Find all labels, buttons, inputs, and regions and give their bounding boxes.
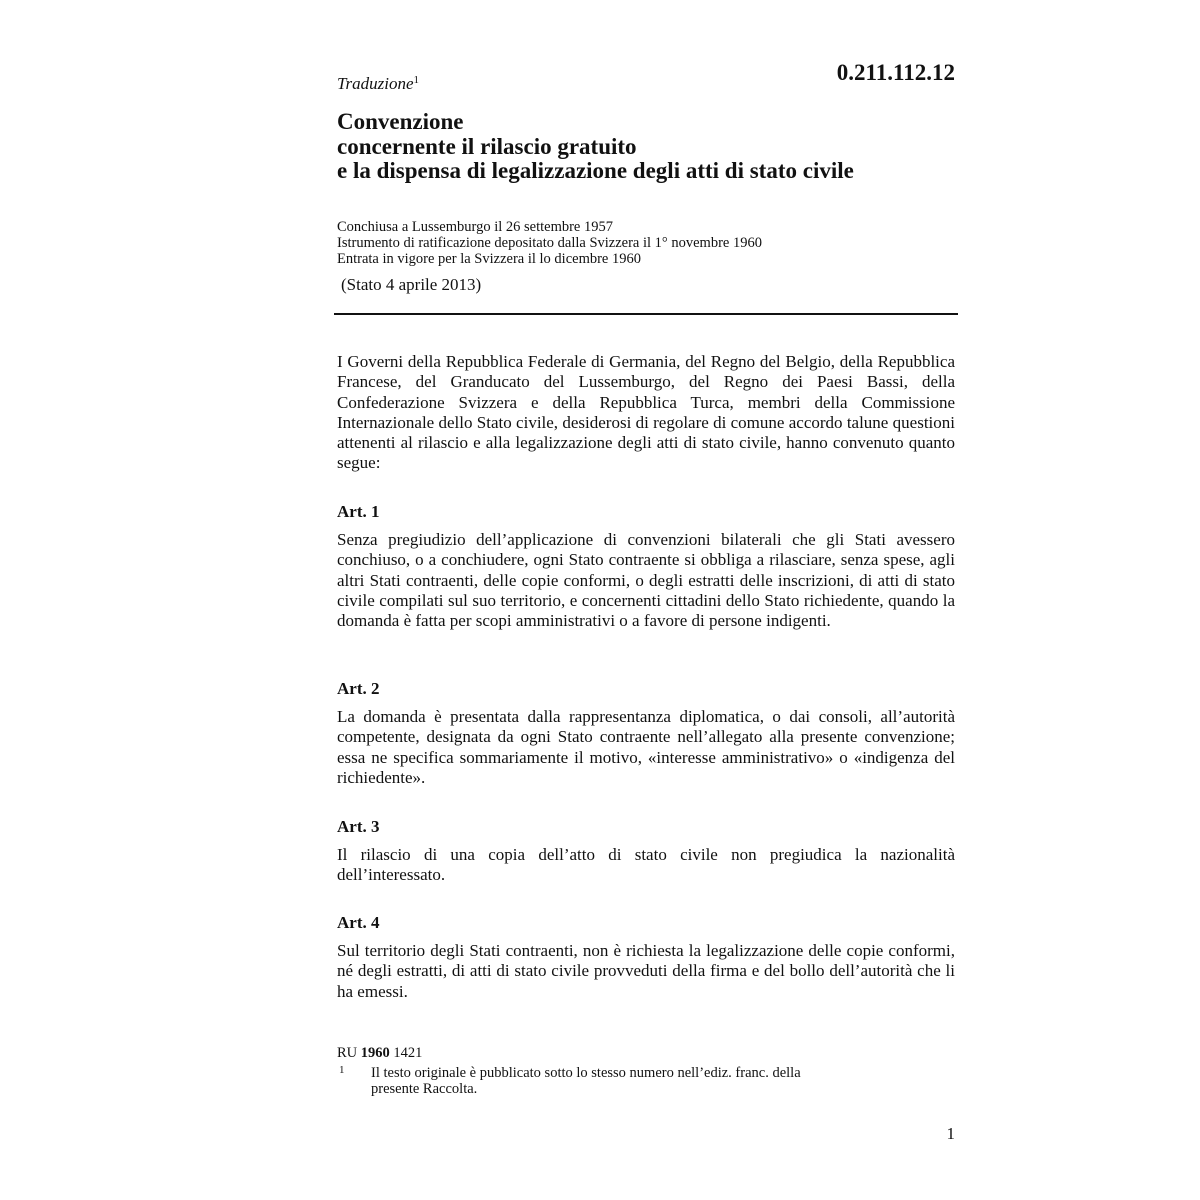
title-line-2: concernente il rilascio gratuito	[337, 133, 637, 159]
ru-page: 1421	[393, 1045, 423, 1061]
header-divider	[334, 313, 958, 315]
footnote-text	[371, 1065, 871, 1097]
translation-text: Traduzione	[337, 74, 414, 93]
meta-ratification: Istrumento di ratificazione depositato dalla Svizzera il 1° novembre 1960	[337, 235, 762, 251]
article-heading: Art. 1	[337, 502, 380, 521]
preamble: I Governi della Repubblica Federale di Germania, del Regno del Belgio, della Repubblica Francese, del Granducato del Lussemburgo, del Regno dei Paesi Bassi, della Confederazione Svizzera e della Repubblica Turca, membri della Commissione Internazionale dello Stato civile, desiderosi di regolare di comune accordo talune questioni attenenti al rilascio e alla legalizzazione degli atti di stato civile, hanno convenuto quanto segue:	[337, 352, 955, 473]
ru-prefix: RU	[337, 1045, 358, 1061]
ru-reference	[337, 1045, 422, 1062]
title-line-3: e la dispensa di legalizzazione degli atti di stato civile	[337, 158, 854, 183]
ru-year: 1960	[360, 1045, 390, 1061]
article-text: Il rilascio di una copia dell’atto di stato civile non pregiudica la nazionalità dell’interessato.	[337, 845, 955, 885]
footnote-line-1: Il testo originale è pubblicato sotto lo stesso numero nell’ediz. franc. della	[371, 1065, 801, 1081]
document-meta	[337, 219, 762, 267]
article-heading: Art. 4	[337, 913, 380, 932]
footnote-number: 1	[339, 1064, 345, 1076]
meta-entry-into-force: Entrata in vigore per la Svizzera il lo dicembre 1960	[337, 251, 641, 267]
document-title	[337, 110, 854, 184]
article-heading: Art. 2	[337, 679, 380, 698]
translation-label	[337, 74, 419, 94]
article-text: Sul territorio degli Stati contraenti, non è richiesta la legalizzazione delle copie conformi, né degli estratti, di atti di stato civile provveduti della firma e del bollo dell’autorità che li ha emessi.	[337, 941, 955, 1001]
page-number: 1	[946, 1124, 955, 1143]
footnote-line-2: presente Raccolta.	[371, 1081, 478, 1097]
status-date: (Stato 4 aprile 2013)	[341, 275, 482, 294]
article-text: Senza pregiudizio dell’applicazione di convenzioni bilaterali che gli Stati avessero conchiuso, o a conchiudere, ogni Stato contraente si obbliga a rilasciare, senza spese, agli altri Stati contraenti, delle copie conformi, o degli estratti delle inscrizioni, di atti di stato civile compilati sul suo territorio, e concernenti cittadini dello Stato richiedente, quando la domanda è fatta per scopi amministrativi o a favore di persone indigenti.	[337, 530, 955, 631]
sr-number: 0.211.112.12	[836, 60, 955, 85]
footnote-ref[interactable]: 1	[413, 74, 420, 86]
title-line-1: Convenzione	[337, 109, 464, 134]
article-heading: Art. 3	[337, 817, 380, 836]
meta-concluded: Conchiusa a Lussemburgo il 26 settembre 1957	[337, 219, 613, 235]
article-text: La domanda è presentata dalla rappresentanza diplomatica, o dai consoli, all’autorità competente, designata da ogni Stato contraente nell’allegato alla presente convenzione; essa ne specifica sommariamente il motivo, «interesse amministrativo» o «indigenza del richiedente».	[337, 707, 955, 787]
